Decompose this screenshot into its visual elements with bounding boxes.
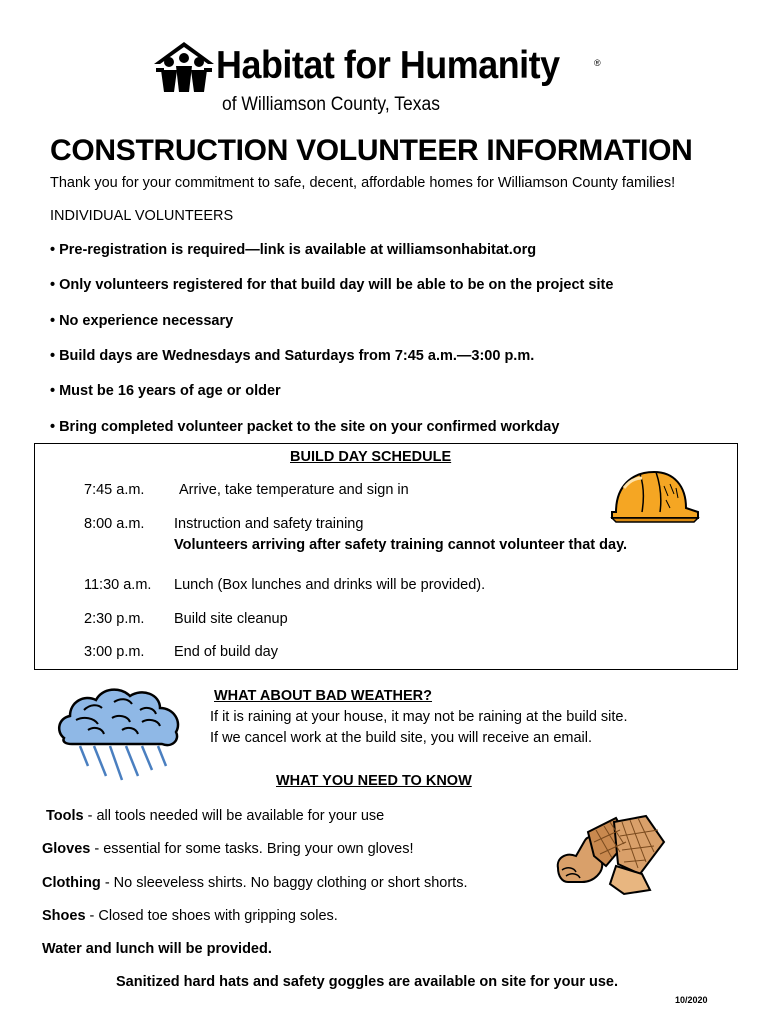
know-item: Shoes - Closed toe shoes with gripping soles.: [42, 908, 338, 924]
schedule-time: 7:45 a.m.: [84, 482, 145, 498]
bullet-item: • Bring completed volunteer packet to the site on your confirmed workday: [50, 419, 560, 435]
schedule-desc: End of build day: [174, 644, 278, 660]
rain-cloud-icon: [54, 680, 186, 786]
thank-you-text: Thank you for your commitment to safe, decent, affordable homes for Williamson County families!: [50, 175, 676, 191]
habitat-house-people-icon: [152, 40, 216, 96]
schedule-desc: Build site cleanup: [174, 611, 288, 627]
water-lunch-note: Water and lunch will be provided.: [42, 941, 272, 957]
bullet-item: • Pre-registration is required—link is available at williamsonhabitat.org: [50, 242, 537, 258]
schedule-time: 11:30 a.m.: [84, 577, 152, 593]
bullet-item: • Build days are Wednesdays and Saturdays from 7:45 a.m.—3:00 p.m.: [50, 348, 535, 364]
weather-text: If it is raining at your house, it may not be raining at the build site.: [210, 709, 628, 725]
weather-text: If we cancel work at the build site, you will receive an email.: [210, 730, 593, 746]
know-item: Clothing - No sleeveless shirts. No baggy clothing or short shorts.: [42, 875, 468, 891]
schedule-desc: Arrive, take temperature and sign in: [179, 482, 409, 498]
know-item: Tools - all tools needed will be available for your use: [46, 808, 385, 824]
gloves-icon: [554, 812, 670, 896]
logo-subtitle: of Williamson County, Texas: [222, 94, 440, 115]
logo-name: Habitat for Humanity: [216, 44, 560, 87]
schedule-time: 2:30 p.m.: [84, 611, 145, 627]
habitat-logo: [152, 38, 612, 120]
schedule-desc: Lunch (Box lunches and drinks will be provided).: [174, 577, 486, 593]
individual-volunteers-heading: INDIVIDUAL VOLUNTEERS: [50, 208, 234, 224]
schedule-heading: BUILD DAY SCHEDULE: [290, 449, 452, 465]
hard-hat-icon: [604, 466, 700, 528]
schedule-time: 8:00 a.m.: [84, 516, 145, 532]
sanitized-note: Sanitized hard hats and safety goggles are available on site for your use.: [116, 974, 619, 990]
weather-heading: WHAT ABOUT BAD WEATHER?: [214, 688, 433, 704]
schedule-desc: Instruction and safety training: [174, 516, 364, 532]
bullet-item: • No experience necessary: [50, 313, 234, 329]
revision-date: 10/2020: [675, 995, 708, 1005]
know-heading: WHAT YOU NEED TO KNOW: [276, 773, 472, 789]
page-title: CONSTRUCTION VOLUNTEER INFORMATION: [50, 134, 693, 167]
schedule-time: 3:00 p.m.: [84, 644, 145, 660]
bullet-item: • Must be 16 years of age or older: [50, 383, 281, 399]
registered-mark: ®: [594, 58, 601, 68]
schedule-note: Volunteers arriving after safety training cannot volunteer that day.: [174, 537, 628, 553]
know-item: Gloves - essential for some tasks. Bring your own gloves!: [42, 841, 414, 857]
bullet-item: • Only volunteers registered for that build day will be able to be on the project site: [50, 277, 614, 293]
